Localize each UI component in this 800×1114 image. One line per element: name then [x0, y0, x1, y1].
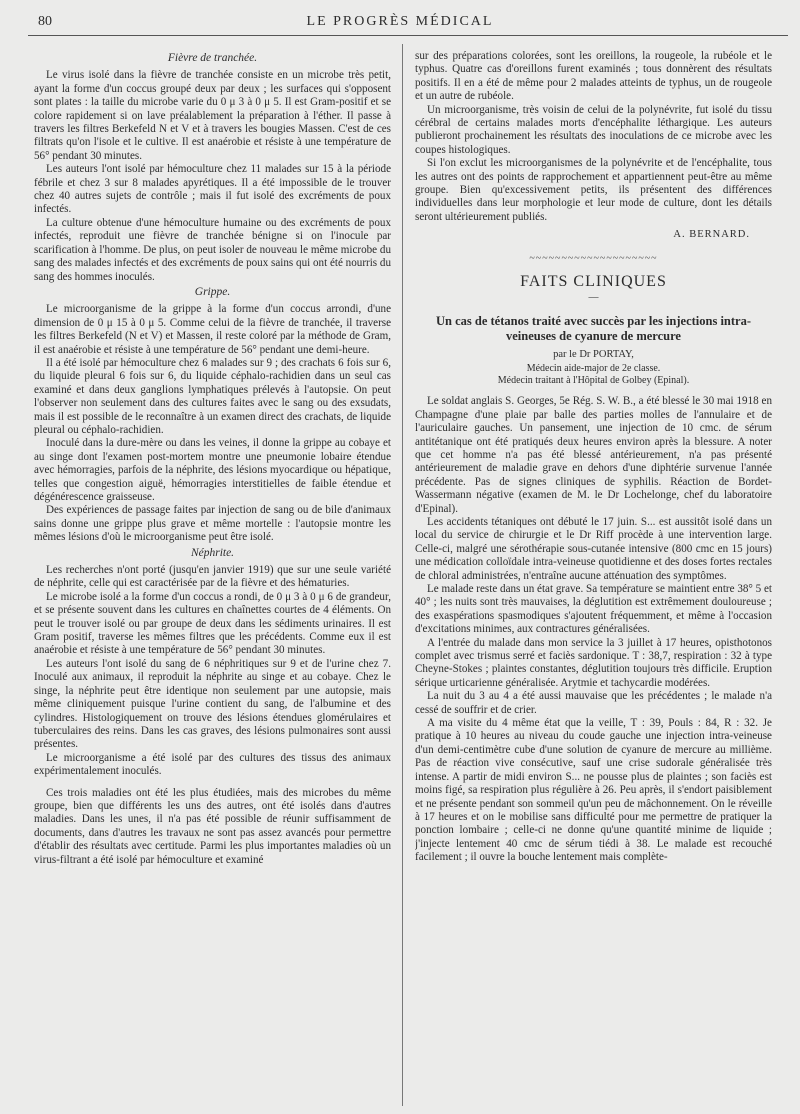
paragraph: Si l'on exclut les microorganismes de la polynévrite et de l'encéphalite, tous les autres ont des points de rapprochement et appartiennent peut-être au même groupe. Bien qu'excessivement petits, ils présentent des différences individuelles dans leur morphologie et leur mode de culture, dont les détails seront ultérieurement publiés. [415, 157, 772, 223]
section-heading-nephrite: Néphrite. [190, 546, 235, 559]
paragraph: Il a été isolé par hémoculture chez 6 malades sur 9 ; des crachats 6 fois sur 6, du liquide pleural 6 fois sur 6, du liquide céphalo-rachidien dans un seul cas examiné et dans deux ganglions lymphatiques prélevés à l'autopsie. On peut l'observer non seulement dans des cultures faites avec le sang ou des exsudats, mais il est possible de le reconnaître à un examen direct des crachats, de liquide pleural ou céphalo-rachidien. [34, 356, 391, 436]
paragraph: A l'entrée du malade dans mon service la 3 juillet à 17 heures, opisthotonos complet avec trismus serré et faciès sardonique. T : 38,7, respiration : 32 à type Cheyne-Stokes ; plaintes constantes, déglutition toujours très difficile. Eruption sérique urticarienne généralisée. Arytmie et tachycardie modérées. [415, 636, 772, 689]
ornament-divider: ~~~~~~~~~~~~~~~~~~~~ [529, 252, 658, 264]
header-rule [28, 35, 788, 36]
paragraph: Ces trois maladies ont été les plus étudiées, mais des microbes du même groupe, bien que différents les uns des autres, ont été isolés dans d'autres maladies. Dans les unes, il n'a pas été possible de réunir suffisamment de documents, dans d'autres les travaux ne sont pas assez avancés pour permettre d'établir des résultats avec certitude. Parmi les plus importantes maladies où un virus-filtrant a été isolé par hémoculture et examiné [34, 786, 391, 866]
spacer [415, 387, 772, 395]
paragraph: Un microorganisme, très voisin de celui de la polynévrite, fut isolé du tissu cérébral de certains malades morts d'encéphalite léthargique. Les auteurs publieront prochainement les résultats des inoculations de ce microbe avec les coupes histologiques. [415, 103, 772, 156]
paragraph: La nuit du 3 au 4 a été aussi mauvaise que les précédentes ; le malade n'a cessé de souffrir et de crier. [415, 690, 772, 716]
paragraph: La culture obtenue d'une hémoculture humaine ou des excréments de poux infectés, reproduit une fièvre de tranchée bénigne si on l'inocule par scarification à l'homme. De plus, on peut isoler de nouveau le même microbe du sang des malades infectés et des excréments de poux sains qui ont été nourris du sang des hommes inoculés. [34, 216, 391, 283]
paragraph: Les auteurs l'ont isolé du sang de 6 néphritiques sur 9 et de l'urine chez 7. Inoculé aux animaux, il reproduit la néphrite au singe et au cobaye. Chez le singe, la néphrite peut être identique non seulement par une autopsie, mais même cliniquement puisque l'urine contient du sang, de l'albumine et des cylindres. Histologiquement on trouve des lésions étendues glomérulaires et tuberculaires des reins. Dans les cas graves, des lésions pulmonaires sont aussi présentes. [34, 657, 391, 751]
author-signature: A. BERNARD. [673, 229, 750, 241]
article-byline: par le Dr PORTAY, [553, 348, 634, 360]
title-dash: — [588, 291, 599, 303]
author-affiliation: Médecin aide-major de 2e classe. [526, 363, 661, 375]
column-divider [402, 44, 403, 1106]
paragraph: A ma visite du 4 même état que la veille, T : 39, Pouls : 84, R : 32. Je pratique à 10 heures au niveau du coude gauche une injection intra-veineuse d'un demi-centimètre cube d'une solution de cyanure de mercure au millième. Pas de réaction vive consécutive, sauf une crise sudorale généralisée très intense. A partir de midi environ S... ne pousse plus de plaintes ; son faciès est moins figé, sa respiration plus régulière à 26. Peu après, il s'endort paisiblement et ne présente pendant son sommeil qu'un peu de mâchonnement. On le réveille à 17 heures et on le mobilise sans difficulté pour me permettre de pratiquer la ponction lombaire ; celle-ci ne donne qu'une quantité minime de liquide ; j'injecte lentement 40 cmc de sérum tiédi à 38. Le malade est recouché facilement ; il ouvre la bouche lentement mais complète- [415, 717, 772, 864]
paragraph: Le soldat anglais S. Georges, 5e Rég. S. W. B., a été blessé le 30 mai 1918 en Champagne d'une plaie par balle des parties molles de l'annulaire et de l'auriculaire gauches. Un pansement, une injection de 10 cmc. de sérum antitétanique ont été pratiqués deux heures environ après la blessure. A noter que cet homme n'a pas été blessé antérieurement, n'a pas présenté antérieurement de maladie grave en dehors d'une diphtérie survenue l'année précédente. Pas de signes cliniques de syphilis. Réaction de Bordet-Wassermann négative (examen de M. le Dr Lochelonge, chef du laboratoire d'Epinal). [415, 395, 772, 515]
article-title: Un cas de tétanos traité avec succès par les injections intra-veineuses de cyanure de mercure [436, 313, 751, 343]
paragraph: Le microorganisme de la grippe à la forme d'un coccus arrondi, d'une dimension de 0 μ 15 à 0 μ 5. Comme celui de la fièvre de tranchée, il traverse les filtres Berkefeld (N et V) et Massen, il reste coloré par la méthode de Gram, il est anaérobie et résiste à une température de 56° pendant une demi-heure. [34, 303, 391, 356]
paragraph: Le virus isolé dans la fièvre de tranchée consiste en un microbe très petit, ayant la forme d'un coccus groupé deux par deux ; les surfaces qui s'opposent sont plates : la taille du microbe varie du 0 μ 3 à 0 μ 5. Il est Gram-positif et se colore rapidement si on lave préalablement la préparation à l'éther. Il passe à travers les filtres Berkefeld N et V et à travers les bougies Massen. C'est de ces filtrats qu'on l'isole et le cultive. Il est anaérobie et résiste à une température de 56° pendant 30 minutes. [34, 69, 391, 162]
paragraph: Le microbe isolé a la forme d'un coccus a rondi, de 0 μ 3 à 0 μ 6 de grandeur, et se présente souvent dans les cultures en chaînettes courtes de 4 éléments. On peut le trouver isolé ou par groupe de deux dans les sédiments urinaires. Il est Gram positif, traverse les mêmes filtres que les précédents. Comme eux il est anaérobie et résiste à une température de 56° pendant 30 minutes. [34, 590, 391, 657]
author-affiliation: Médecin traitant à l'Hôpital de Golbey (Epinal). [497, 375, 690, 387]
paragraph: Le malade reste dans un état grave. Sa température se maintient entre 38° 5 et 40° ; les nuits sont très mauvaises, la déglutition est extrêmement douloureuse ; des exaspérations spasmodiques s'ajoutent fréquemment, et même à l'occasion d'excitations minimes, aux contractures généralisées. [415, 583, 772, 636]
paragraph: Inoculé dans la dure-mère ou dans les veines, il donne la grippe au cobaye et au singe dont l'examen post-mortem montre une pneumonie lobaire étendue avec hémorragies, parfois de la néphrite, des lésions myocardique ou hépatique, telles que congestion aiguë, hémorragies interstitielles de faible étendue et dégénérescence graisseuse. [34, 437, 391, 503]
left-column [34, 50, 391, 1106]
paragraph: Les accidents tétaniques ont débuté le 17 juin. S... est aussitôt isolé dans un local du service de chirurgie et le Dr Riff procède à une intervention large. Celle-ci, malgré une sérothérapie sous-cutanée intensive (800 cmc en 15 jours) une médication colloïdale intra-veineuse quotidienne et des doses fortes rectales de chloral administrées, n'entraîne aucune atténuation des symptômes. [415, 515, 772, 582]
section-heading-fievre: Fièvre de tranchée. [167, 52, 258, 64]
journal-title: LE PROGRÈS MÉDICAL [306, 14, 494, 29]
paragraph: Les recherches n'ont porté (jusqu'en janvier 1919) que sur une seule variété de néphrite, celle qui est caractérisée par de la fièvre et des hématuries. [34, 564, 391, 590]
paragraph: Des expériences de passage faites par injection de sang ou de bile d'animaux sains donne une grippe plus grave et même mortelle : l'autopsie montre les mêmes lésions d'où le microorganisme peut être isolé. [34, 504, 391, 544]
page-number: 80 [38, 14, 52, 29]
paragraph: Le microorganisme a été isolé par des cultures des tissus des animaux expérimentalement inoculés. [34, 751, 391, 778]
running-head [0, 12, 800, 34]
section-title: FAITS CLINIQUES [520, 273, 667, 291]
paragraph: Les auteurs l'ont isolé par hémoculture chez 11 malades sur 15 à la période fébrile et chez 3 sur 8 malades apyrétiques. Il a été impossible de le trouver chez 40 autres sujets de contrôle ; mais il fut isolé des excréments de poux infectés. [34, 163, 391, 216]
section-heading-grippe: Grippe. [194, 285, 231, 298]
paragraph-continued: sur des préparations colorées, sont les oreillons, la rougeole, la rubéole et le typhus. Quatre cas d'oreillons furent examinés ; tous donnèrent des résultats positifs. Il en a été de même pour 2 malades atteints de typhus, un de rougeole et un autre de rubéole. [415, 50, 772, 103]
right-column [415, 50, 772, 1106]
spacer [34, 779, 391, 787]
